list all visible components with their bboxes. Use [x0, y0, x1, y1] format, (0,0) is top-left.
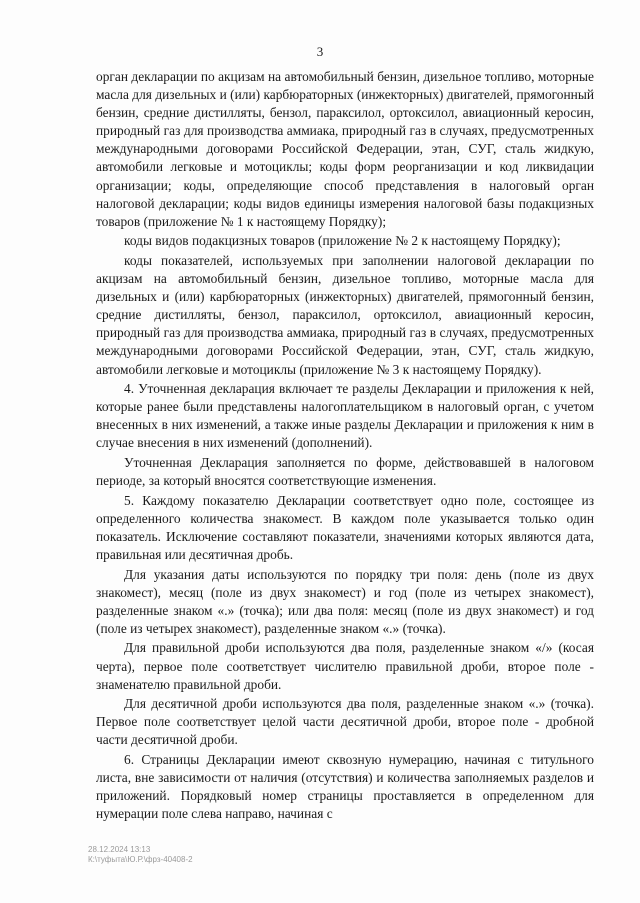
paragraph: коды видов подакцизных товаров (приложение № 2 к настоящему Порядку); — [124, 233, 561, 249]
paragraph: Для указания даты используются по порядку три поля: день (поле из двух знакомест), месяц (поле из двух знакомест) и год (поле из четырех знакомест), разделенные знаком «.» (точка); или два поля: месяц (поле из двух знакомест) и год (поле из четырех знакомест), разделенные знаком «.» (точка). — [96, 566, 594, 636]
file-stamp-footer — [88, 845, 193, 865]
paragraph: 5. Каждому показателю Декларации соответствует одно поле, состоящее из определенного количества знакомест. В каждом поле указывается только один показатель. Исключение составляют показатели, значениями которых являются дата, правильная или десятичная дробь. — [96, 492, 594, 562]
paragraph: Для десятичной дроби используются два поля, разделенные знаком «.» (точка). Первое поле соответствует целой части десятичной дроби, второе поле - дробной части десятичной дроби. — [96, 696, 594, 748]
paragraph: орган декларации по акцизам на автомобильный бензин, дизельное топливо, моторные масла для дизельных и (или) карбюраторных (инжекторных) двигателей, прямогонный бензин, средние дистилляты, бензол, параксилол, ортоксилол, авиационный керосин, природный газ для производства аммиака, природный газ в случаях, предусмотренных международными договорами Российской Федерации, этан, СУГ, сталь жидкую, автомобили легковые и мотоциклы; коды форм реорганизации и код ликвидации организации; коды, определяющие способ представления в налоговый орган налоговой декларации; коды видов единицы измерения налоговой базы подакцизных товаров (приложение № 1 к настоящему Порядку); — [96, 69, 594, 229]
document-body — [96, 68, 594, 825]
paragraph: коды показателей, используемых при заполнении налоговой декларации по акцизам на автомобильный бензин, дизельное топливо, моторные масла для дизельных и (или) карбюраторных (инжекторных) двигателей, прямогонный бензин, средние дистилляты, бензол, параксилол, ортоксилол, авиационный керосин, природный газ для производства аммиака, природный газ в случаях, предусмотренных международными договорами Российской Федерации, этан, СУГ, сталь жидкую, автомобили легковые и мотоциклы (приложение № 3 к настоящему Порядку). — [96, 252, 594, 377]
footer-timestamp: 28.12.2024 13:13 — [88, 845, 151, 854]
paragraph: Уточненная Декларация заполняется по форме, действовавшей в налоговом периоде, за который вносятся соответствующие изменения. — [96, 454, 594, 489]
paragraph: 6. Страницы Декларации имеют сквозную нумерацию, начиная с титульного листа, вне зависимости от наличия (отсутствия) и количества заполняемых разделов и приложений. Порядковый номер страницы проставляется в определенном для нумерации поле слева направо, начиная с — [96, 751, 594, 822]
page-number: 3 — [316, 44, 324, 59]
footer-file-path: К:\туфыта\Ю.Р.\фрз-40408-2 — [88, 855, 193, 864]
paragraph: Для правильной дроби используются два поля, разделенные знаком «/» (косая черта), первое поле соответствует числителю правильной дроби, второе поле - знаменателю правильной дроби. — [96, 640, 594, 692]
paragraph: 4. Уточненная декларация включает те разделы Декларации и приложения к ней, которые ранее были представлены налогоплательщиком в налоговый орган, с учетом внесенных в них изменений, а также иные разделы Декларации и приложения к ним в случае внесения в них изменений (дополнений). — [96, 381, 594, 451]
